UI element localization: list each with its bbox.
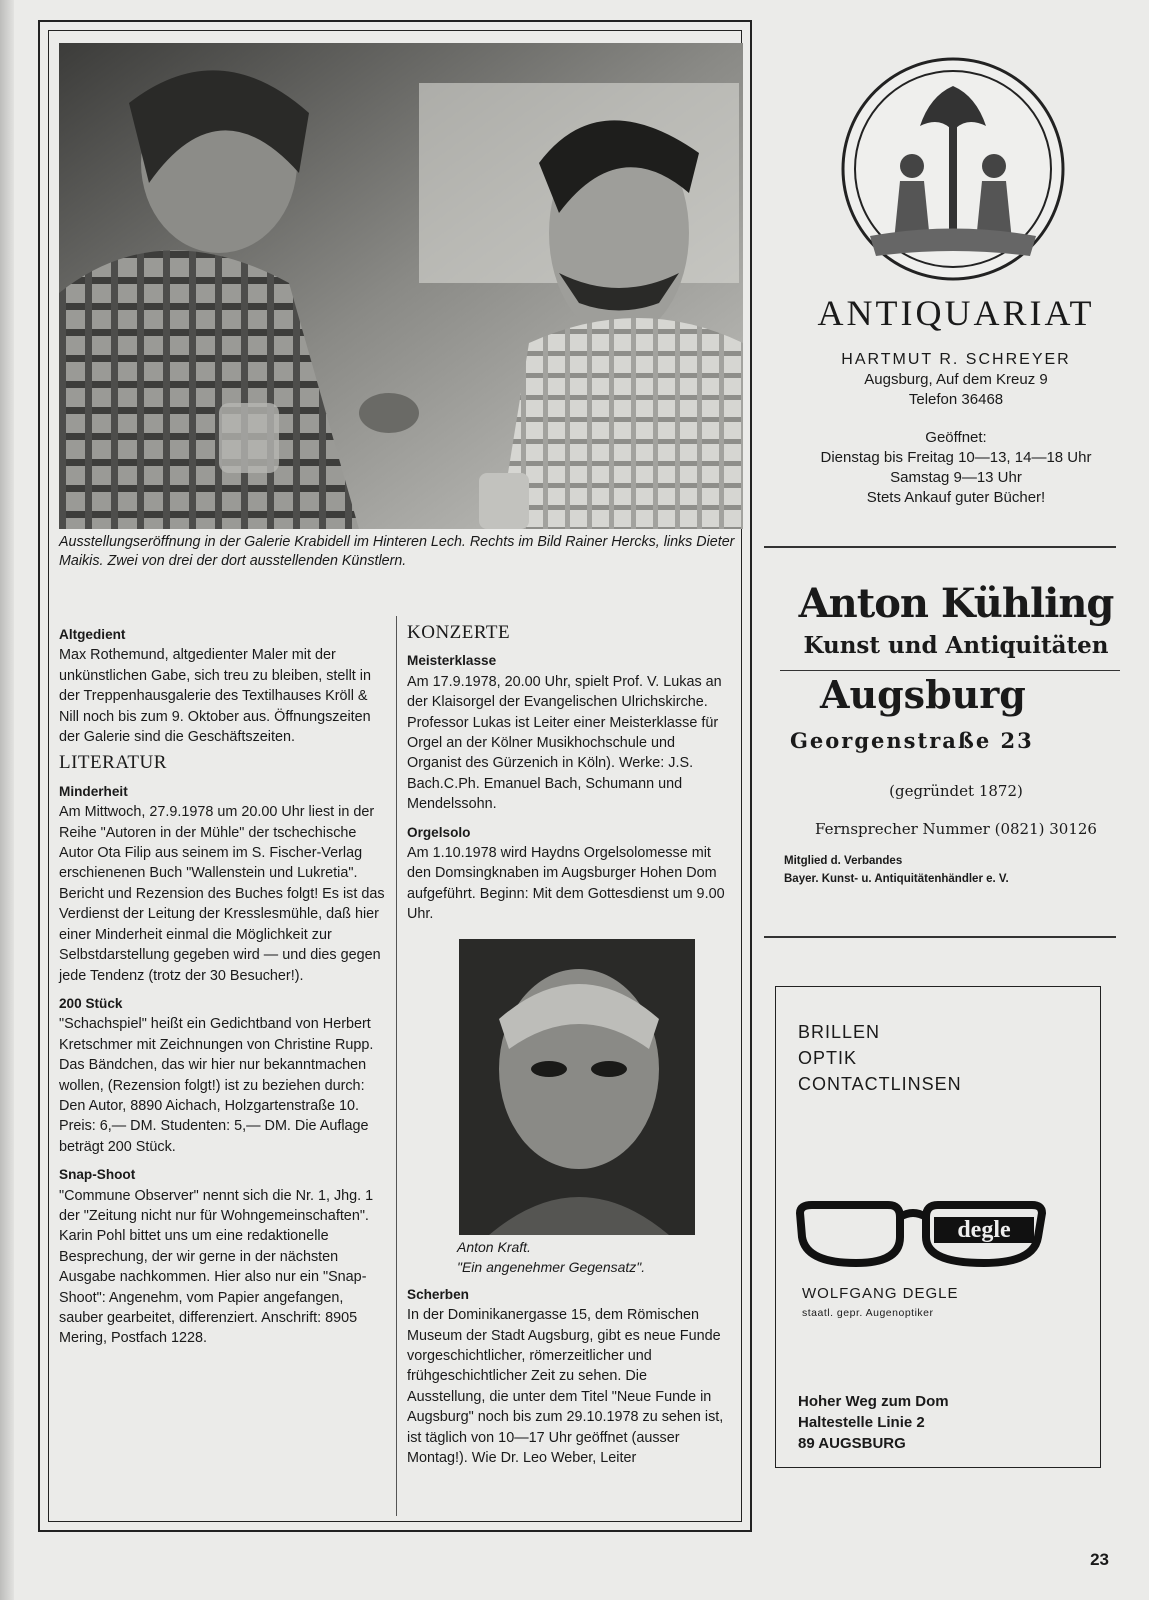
antiquariat-address: Augsburg, Auf dem Kreuz 9 — [864, 371, 1048, 388]
portrait-caption-name: Anton Kraft. — [457, 1238, 531, 1255]
article-paragraph: Am Mittwoch, 27.9.1978 um 20.00 Uhr liest in der Reihe "Autoren in der Mühle" der tschechische Autor Ota Filip aus seinem im S. Fischer-Verlag erschienenen Buch "Wallenstein und Lukretia". Bericht und Rezension des Buches folgt! Es ist das Verdienst der Leitung der Kresslesmühle, daß hier einer Minderheit einmal die Möglichkeit zur Selbstdarstellung gegeben wird — und dies gegen jede Tendenz (trotz der 30 Besucher!). — [59, 804, 385, 984]
degle-address-line: 89 AUGSBURG — [798, 1435, 906, 1452]
degle-address-line: Hoher Weg zum Dom — [798, 1393, 949, 1410]
kuehling-name: Anton Kühling — [798, 580, 1114, 627]
article-subheading: Minderheit — [59, 783, 128, 799]
column-divider — [396, 616, 397, 1516]
right-column — [407, 617, 727, 1468]
kuehling-member-line-1: Mitglied d. Verbandes — [784, 855, 903, 867]
antiquariat-hours-weekday: Dienstag bis Freitag 10—13, 14—18 Uhr — [820, 449, 1092, 466]
degle-address-line: Haltestelle Linie 2 — [798, 1414, 925, 1431]
advertisement-column — [780, 0, 1149, 1600]
kuehling-phone: Fernsprecher Nummer (0821) 30126 — [815, 820, 1097, 838]
antiquariat-name: ANTIQUARIAT — [817, 293, 1095, 333]
degle-title: staatl. gepr. Augenoptiker — [802, 1307, 934, 1319]
portrait-caption-quote: "Ein angenehmer Gegensatz". — [457, 1258, 646, 1275]
article-subheading: Snap-Shoot — [59, 1167, 136, 1183]
antiquariat-phone: Telefon 36468 — [908, 391, 1004, 408]
exhibition-photo — [59, 43, 743, 529]
kuehling-founded: (gegründet 1872) — [889, 782, 1023, 800]
degle-owner: WOLFGANG DEGLE — [802, 1285, 959, 1302]
antiquariat-hours-saturday: Samstag 9—13 Uhr — [890, 469, 1022, 486]
antiquariat-ad — [780, 30, 1132, 530]
antiquariat-hours-label: Geöffnet: — [925, 429, 987, 446]
article-inner-frame — [48, 30, 742, 1522]
left-column — [59, 617, 387, 1349]
glasses-logo-icon — [796, 1199, 1046, 1269]
article-subheading: Orgelsolo — [407, 824, 471, 840]
antiquariat-note: Stets Ankauf guter Bücher! — [866, 489, 1046, 506]
ad-separator — [764, 936, 1116, 938]
article-paragraph: In der Dominikanergasse 15, dem Römischen Museum der Stadt Augsburg, gibt es neue Funde vorgeschichtlicher, römerzeitlicher und frühgeschichtlicher Zeit zu sehen. Die Ausstellung, die unter dem Titel "Neue Funde in Augsburg" noch bis zum 29.10.1978 zu sehen ist, ist täglich von 10—17 Uhr geöffnet (ausser Montag!). Wie Dr. Leo Weber, Leiter — [407, 1307, 724, 1466]
section-heading: KONZERTE — [407, 622, 511, 643]
portrait-photo — [459, 939, 695, 1235]
kuehling-rule — [780, 670, 1120, 671]
antiquariat-owner: HARTMUT R. SCHREYER — [841, 351, 1071, 368]
degle-logo-text: degle — [957, 1217, 1011, 1243]
kuehling-tagline: Kunst und Antiquitäten — [803, 632, 1109, 659]
article-subheading: Scherben — [407, 1286, 469, 1302]
degle-services — [798, 1019, 962, 1097]
article-paragraph: Am 17.9.1978, 20.00 Uhr, spielt Prof. V. Lukas an der Klaisorgel der Evangelischen Ulrichskirche. Professor Lukas ist Leiter einer Meisterklasse für Orgel an der Kölner Musikhochschule und Organist des Gürzenich in Köln). Werke: J.S. Bach.C.Ph. Emanuel Bach, Schumann und Mendelssohn. — [407, 673, 722, 813]
article-paragraph: "Commune Observer" nennt sich die Nr. 1, Jhg. 1 der "Zeitung nicht nur für Wohngemeinschaften". Karin Pohl bittet uns um eine redaktionelle Besprechung, der wir gerne in der nächsten Ausgabe nachkommen. Hier also nur ein "Snap-Shoot": Angenehm, vom Papier angefangen, sauber gearbeitet, differenziert. Anschrift: 8905 Mering, Postfach 1228. — [59, 1187, 374, 1347]
article-subheading: 200 Stück — [59, 995, 123, 1011]
degle-service-line: CONTACTLINSEN — [798, 1074, 962, 1094]
antiquariat-details — [780, 350, 1132, 508]
article-subheading: Meisterklasse — [407, 653, 497, 669]
ad-separator — [764, 546, 1116, 548]
kuehling-ad — [780, 580, 1132, 910]
article-frame — [38, 20, 752, 1532]
kuehling-membership — [784, 852, 1124, 888]
page-edge — [0, 0, 14, 1600]
photo-caption: Ausstellungseröffnung in der Galerie Krabidell im Hinteren Lech. Rechts im Bild Rainer Hercks, links Dieter Maikis. Zwei von drei der dort ausstellenden Künstlern. — [59, 534, 735, 569]
degle-service-line: OPTIK — [798, 1048, 858, 1068]
article-paragraph: Max Rothemund, altgedienter Maler mit der unkünstlichen Gabe, sich treu zu bleiben, stellt in der Treppenhausgalerie des Textilhauses Kröll & Nill noch bis zum 9. Oktober aus. Öffnungszeiten der Galerie sind die Geschäftszeiten. — [59, 647, 371, 746]
page-number: 23 — [1090, 1550, 1109, 1569]
antiquariat-seal-logo — [840, 56, 1066, 282]
kuehling-member-line-2: Bayer. Kunst- u. Antiquitätenhändler e. V. — [784, 873, 1009, 885]
article-subheading: Altgedient — [59, 627, 126, 642]
article-paragraph: "Schachspiel" heißt ein Gedichtband von Herbert Kretschmer mit Zeichnungen von Christine Rupp. Das Bändchen, das wir hier nur bekanntmachen wollen, (Rezension folgt!) ist zu beziehen durch: Den Autor, 8890 Aichach, Holzgartenstraße 10. Preis: 6,— DM. Studenten: 5,— DM. Die Auflage beträgt 200 Stück. — [59, 1016, 374, 1155]
degle-optik-ad — [775, 986, 1101, 1468]
article-paragraph: Am 1.10.1978 wird Haydns Orgelsolomesse mit den Domsingknaben im Augsburger Hohen Dom aufgeführt. Beginn: Mit dem Gottesdienst um 9.00 Uhr. — [407, 845, 725, 923]
section-heading: LITERATUR — [59, 752, 167, 774]
kuehling-street: Georgenstraße 23 — [790, 728, 1034, 753]
kuehling-city: Augsburg — [820, 672, 1026, 717]
degle-service-line: BRILLEN — [798, 1022, 881, 1042]
degle-address — [798, 1391, 949, 1454]
